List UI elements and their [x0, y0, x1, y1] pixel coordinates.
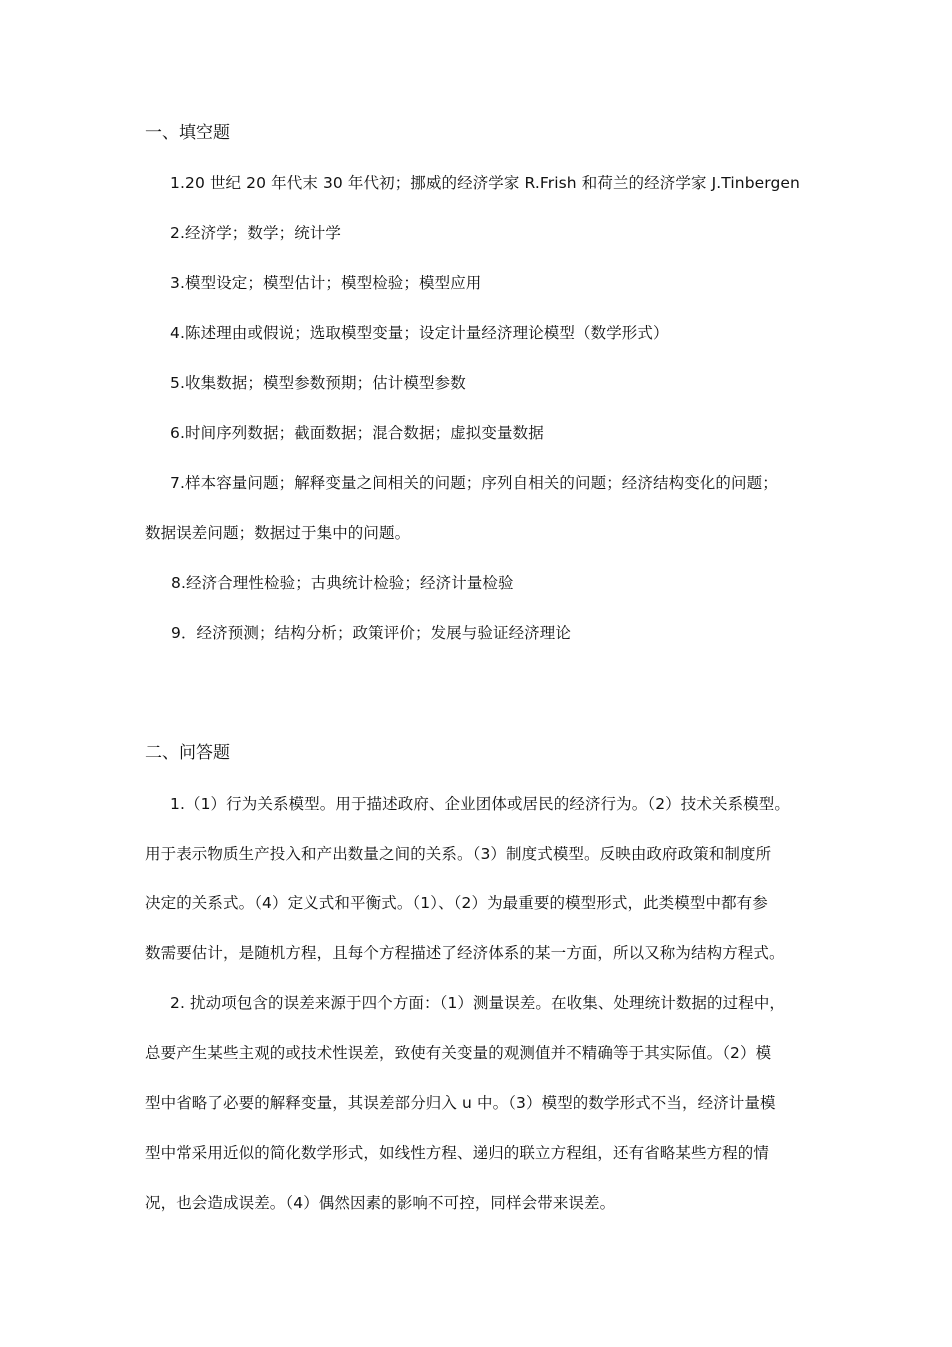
answer-line-8: 8.经济合理性检验；古典统计检验；经济计量检验 [171, 574, 514, 592]
qa-paragraph-2-line-4: 型中常采用近似的简化数学形式，如线性方程、递归的联立方程组，还有省略某些方程的情 [145, 1144, 770, 1162]
qa-paragraph-2-line-3: 型中省略了必要的解释变量，其误差部分归入 u 中。（3）模型的数学形式不当，经济计量模 [145, 1094, 776, 1112]
answer-line-3: 3.模型设定；模型估计；模型检验；模型应用 [170, 274, 482, 292]
answer-line-9: 9．经济预测；结构分析；政策评价；发展与验证经济理论 [171, 624, 571, 642]
answer-line-7: 7.样本容量问题；解释变量之间相关的问题；序列自相关的问题；经济结构变化的问题； [170, 474, 778, 492]
qa-paragraph-1-line-4: 数需要估计，是随机方程，且每个方程描述了经济体系的某一方面，所以又称为结构方程式。 [145, 944, 785, 962]
answer-line-5: 5.收集数据；模型参数预期；估计模型参数 [170, 374, 466, 392]
qa-paragraph-2-line-2: 总要产生某些主观的或技术性误差，致使有关变量的观测值并不精确等于其实际值。（2）模 [145, 1044, 772, 1062]
answer-line-2: 2.经济学；数学；统计学 [170, 224, 341, 242]
qa-paragraph-1-line-2: 用于表示物质生产投入和产出数量之间的关系。（3）制度式模型。反映由政府政策和制度所 [145, 845, 772, 863]
answer-line-6: 6.时间序列数据；截面数据；混合数据；虚拟变量数据 [170, 424, 544, 442]
answer-line-4: 4.陈述理由或假说；选取模型变量；设定计量经济理论模型（数学形式） [170, 324, 669, 342]
answer-line-7-continued: 数据误差问题；数据过于集中的问题。 [145, 524, 411, 542]
qa-paragraph-2-line-1: 2. 扰动项包含的误差来源于四个方面：（1）测量误差。在收集、处理统计数据的过程中， [170, 994, 786, 1012]
answer-line-1: 1.20 世纪 20 年代末 30 年代初；挪威的经济学家 R.Frish 和荷兰的经济学家 J.Tinbergen [170, 174, 800, 192]
qa-paragraph-1-line-3: 决定的关系式。（4）定义式和平衡式。（1）、（2）为最重要的模型形式，此类模型中都有参 [145, 894, 768, 912]
qa-paragraph-1-line-1: 1.（1）行为关系模型。用于描述政府、企业团体或居民的经济行为。（2）技术关系模型。 [170, 795, 790, 813]
qa-paragraph-2-line-5: 况，也会造成误差。（4）偶然因素的影响不可控，同样会带来误差。 [145, 1194, 616, 1212]
section-heading-fill-in: 一、填空题 [145, 123, 230, 143]
section-heading-qa: 二、问答题 [145, 743, 230, 763]
